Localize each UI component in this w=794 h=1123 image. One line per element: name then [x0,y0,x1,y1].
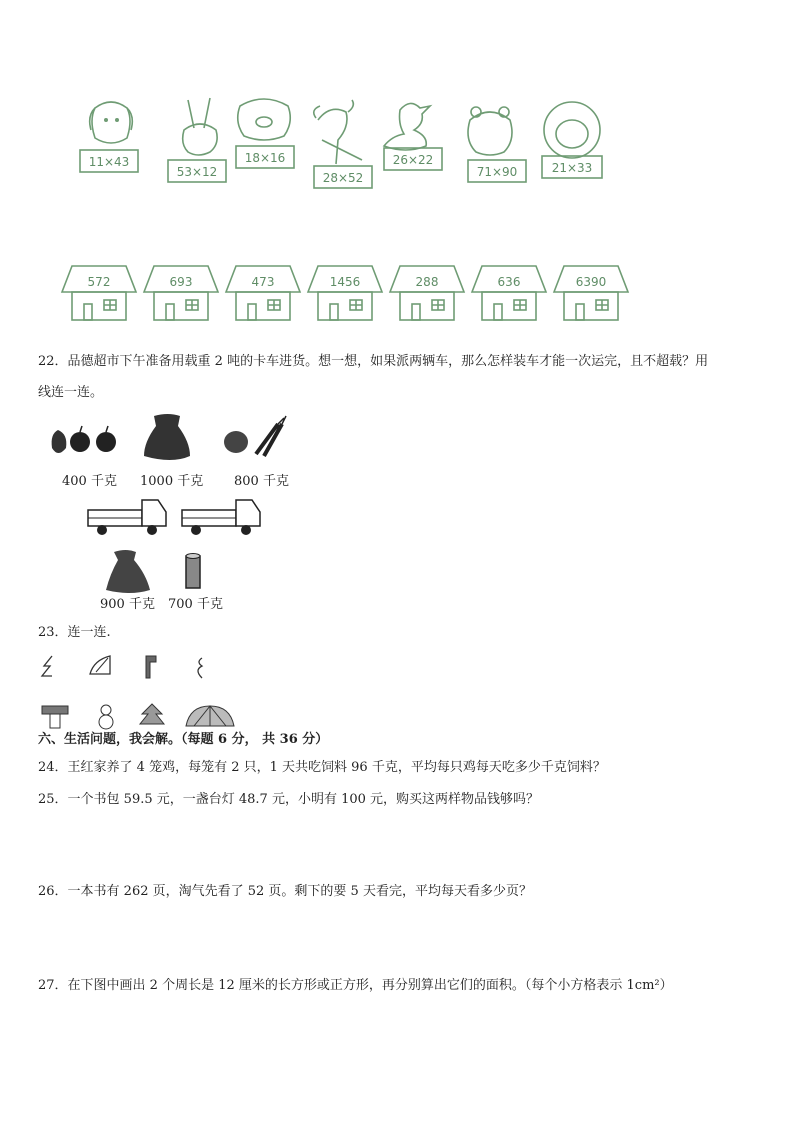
goods-weight: 900 千克 [100,597,155,612]
animal-card-rabbit[interactable] [168,98,226,182]
animal-expr: 71×90 [476,165,518,179]
house-number: 693 [169,275,193,289]
house-473[interactable] [226,266,300,320]
sack-icon[interactable] [144,414,190,460]
house-572[interactable] [62,266,136,320]
house-636[interactable] [472,266,546,320]
animal-card-pig[interactable] [236,99,294,168]
half-shape-house-icon[interactable] [146,656,156,678]
question-27: 27．在下图中画出 2 个周长是 12 厘米的长方形或正方形，再分别算出它们的面积。（每个小方格表示 1cm²） [38,978,673,993]
section-6-title: 六、生活问题，我会解。（每题 6 分， 共 36 分） [38,732,329,747]
vegetable-icon[interactable] [224,416,286,456]
question-26: 26．一本书有 262 页，淘气先看了 52 页。剩下的要 5 天看完，平均每天看多少页？ [38,884,532,899]
animal-expr: 21×33 [551,161,593,175]
goods-weight: 1000 千克 [140,474,204,489]
house-693[interactable] [144,266,218,320]
goods-weight: 400 千克 [62,474,117,489]
house-shape-icon[interactable] [42,706,68,728]
question-22-line-2: 线连一连。 [38,385,104,400]
house-1456[interactable] [308,266,382,320]
animal-card-duck[interactable] [384,103,442,170]
animal-expr: 18×16 [244,151,286,165]
animal-card-goat[interactable] [314,100,372,188]
q22-figure [44,410,314,615]
house-number: 636 [497,275,521,289]
house-door [412,304,420,320]
animal-expr: 26×22 [392,153,434,167]
half-shape-snowman-icon[interactable] [198,658,202,678]
house-door [494,304,502,320]
house-door [84,304,92,320]
question-22-line-1: 22．品德超市下午准备用载重 2 吨的卡车进货。想一想，如果派两辆车，那么怎样装车才能一次运完，且不超载？用 [38,354,709,369]
tree-shape-icon[interactable] [140,704,164,724]
goods-weight: 800 千克 [234,474,289,489]
half-shape-umbrella-icon[interactable] [90,656,110,674]
animal-card-bear[interactable] [468,107,526,182]
truck-icon[interactable] [88,500,166,535]
umbrella-icon[interactable] [186,706,234,726]
house-number: 6390 [575,275,607,289]
question-24: 24．王红家养了 4 笼鸡，每笼有 2 只，1 天共吃饲料 96 千克，平均每只鸡每天吃多少千克饲料？ [38,760,606,775]
house-door [576,304,584,320]
can-icon[interactable] [186,554,200,589]
half-shape-tree-icon[interactable] [42,656,52,676]
animal-card-dog[interactable] [80,102,138,172]
house-door [166,304,174,320]
q23-figure [38,650,238,732]
fruit-icon[interactable] [52,426,116,453]
truck-icon[interactable] [182,500,260,535]
house-door [330,304,338,320]
house-number: 473 [251,275,275,289]
house-number: 1456 [329,275,361,289]
animal-card-monkey[interactable] [542,102,602,178]
house-288[interactable] [390,266,464,320]
question-25: 25．一个书包 59.5 元，一盏台灯 48.7 元，小明有 100 元，购买这两样物品钱够吗？ [38,792,540,807]
house-number: 572 [87,275,111,289]
animal-expr: 11×43 [88,155,130,169]
house-door [248,304,256,320]
sack-icon[interactable] [106,550,150,593]
house-row [56,258,666,328]
question-23: 23．连一连. [38,625,111,640]
animal-expr: 53×12 [176,165,218,179]
house-6390[interactable] [554,266,628,320]
house-number: 288 [415,275,439,289]
snowman-icon[interactable] [99,705,113,729]
animal-cards [60,90,620,195]
goods-weight: 700 千克 [168,597,223,612]
animal-expr: 28×52 [322,171,364,185]
